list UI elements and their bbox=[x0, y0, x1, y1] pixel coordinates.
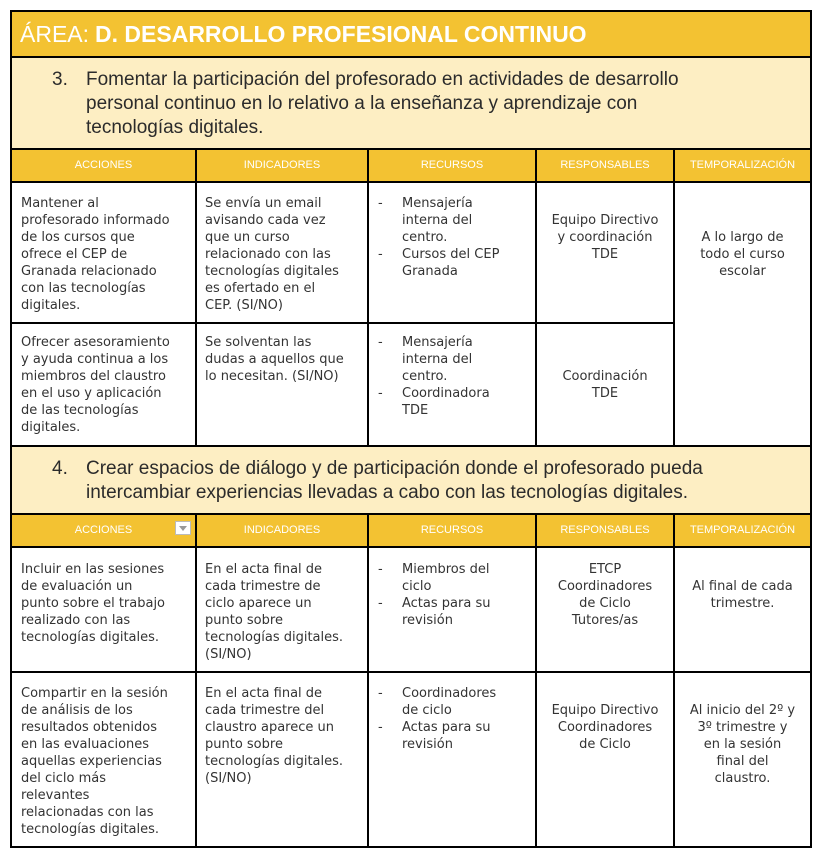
row-3-responsables bbox=[537, 561, 673, 629]
filter-dropdown-icon[interactable] bbox=[175, 521, 191, 535]
goal-3-line: tecnologías digitales. bbox=[86, 117, 264, 138]
bullet: - bbox=[378, 335, 383, 350]
column-divider bbox=[195, 150, 197, 447]
goal-4-number: 4. bbox=[52, 458, 68, 479]
row-1-accion bbox=[21, 195, 191, 314]
text-line: Mensajería bbox=[402, 196, 473, 211]
row-4-recurso-1 bbox=[402, 685, 532, 719]
bullet: - bbox=[378, 196, 383, 211]
text-line: Equipo Directivo bbox=[551, 213, 659, 228]
text-line: relacionado con las bbox=[205, 247, 331, 262]
text-line: punto sobre el trabajo bbox=[21, 596, 166, 611]
goal-3 bbox=[12, 58, 810, 150]
text-line: Coordinadores bbox=[402, 686, 497, 701]
text-line: cada trimestre del bbox=[205, 703, 325, 718]
text-line: Se envía un email bbox=[205, 196, 322, 211]
text-line: profesorado informado bbox=[21, 213, 170, 228]
text-line: punto sobre bbox=[205, 613, 283, 628]
text-line: ciclo aparece un bbox=[205, 596, 312, 611]
bullet: - bbox=[378, 686, 383, 701]
row-3-recurso-2 bbox=[402, 595, 532, 629]
row-1-recurso-1 bbox=[402, 195, 532, 246]
row-2-responsables bbox=[537, 368, 673, 402]
text-line: revisión bbox=[402, 613, 453, 628]
text-line: TDE bbox=[591, 386, 619, 401]
text-line: A lo largo de bbox=[701, 230, 784, 245]
row-4-recurso-2 bbox=[402, 719, 532, 753]
text-line: claustro. bbox=[714, 771, 771, 786]
text-line: del ciclo más bbox=[21, 771, 107, 786]
bullet: - bbox=[378, 720, 383, 735]
text-line: relevantes bbox=[21, 788, 90, 803]
column-divider bbox=[673, 150, 675, 447]
text-line: y coordinación bbox=[557, 230, 653, 245]
text-line: y ayuda continua a los bbox=[21, 352, 169, 367]
column-divider bbox=[673, 515, 675, 846]
text-line: de las tecnologías bbox=[21, 403, 139, 418]
header-indicadores: INDICADORES bbox=[243, 524, 321, 536]
row-divider bbox=[12, 671, 810, 673]
text-line: Coordinadores bbox=[557, 579, 653, 594]
area-table bbox=[10, 10, 812, 848]
row-1-indicador bbox=[205, 195, 365, 314]
text-line: avisando cada vez bbox=[205, 213, 326, 228]
row-2-accion bbox=[21, 334, 193, 436]
text-line: tecnologías digitales. bbox=[205, 754, 344, 769]
text-line: digitales. bbox=[21, 298, 81, 313]
goal-3-line: personal continuo en lo relativo a la enseñanza y aprendizaje con bbox=[86, 93, 638, 114]
text-line: centro. bbox=[402, 369, 448, 384]
text-line: de evaluación un bbox=[21, 579, 133, 594]
text-line: ciclo bbox=[402, 579, 432, 594]
column-divider bbox=[195, 515, 197, 846]
text-line: final del bbox=[716, 754, 769, 769]
row-3-recurso-1 bbox=[402, 561, 532, 595]
bullet: - bbox=[378, 386, 383, 401]
text-line: Actas para su bbox=[402, 596, 491, 611]
text-line: trimestre. bbox=[710, 596, 775, 611]
text-line: en las evaluaciones bbox=[21, 737, 150, 752]
area-banner bbox=[12, 12, 810, 58]
text-line: resultados obtenidos bbox=[21, 720, 157, 735]
text-line: de análisis de los bbox=[21, 703, 133, 718]
text-line: de Ciclo bbox=[579, 596, 631, 611]
text-line: interna del bbox=[402, 213, 473, 228]
text-line: ETCP bbox=[588, 562, 622, 577]
row-divider bbox=[12, 322, 675, 324]
bullet: - bbox=[378, 562, 383, 577]
goal-4-text bbox=[86, 457, 806, 505]
text-line: Mantener al bbox=[21, 196, 99, 211]
text-line: digitales. bbox=[21, 420, 81, 435]
text-line: miembros del claustro bbox=[21, 369, 166, 384]
text-line: todo el curso bbox=[700, 247, 785, 262]
text-line: con las tecnologías bbox=[21, 281, 146, 296]
row-3-temporalizacion bbox=[675, 578, 810, 612]
text-line: realizado con las bbox=[21, 613, 131, 628]
header-acciones: ACCIONES bbox=[74, 159, 133, 171]
text-line: relacionadas con las bbox=[21, 805, 154, 820]
text-line: CEP. (SI/NO) bbox=[205, 298, 283, 313]
merged-temporalizacion bbox=[675, 229, 810, 280]
header-responsables: RESPONSABLES bbox=[560, 524, 650, 536]
text-line: en el uso y aplicación bbox=[21, 386, 162, 401]
text-line: Miembros del bbox=[402, 562, 490, 577]
text-line: Compartir en la sesión bbox=[21, 686, 168, 701]
row-1-recurso-2 bbox=[402, 246, 532, 280]
text-line: TDE bbox=[591, 247, 619, 262]
area-name: D. DESARROLLO PROFESIONAL CONTINUO bbox=[95, 21, 587, 47]
text-line: En el acta final de bbox=[205, 562, 323, 577]
text-line: claustro aparece un bbox=[205, 720, 334, 735]
text-line: En el acta final de bbox=[205, 686, 323, 701]
text-line: Actas para su bbox=[402, 720, 491, 735]
text-line: es ofertado en el bbox=[205, 281, 316, 296]
text-line: Cursos del CEP bbox=[402, 247, 500, 262]
text-line: Granada bbox=[402, 264, 458, 279]
goal-4-line: intercambiar experiencias llevadas a cabo con las tecnologías digitales. bbox=[86, 482, 689, 503]
text-line: de los cursos que bbox=[21, 230, 135, 245]
text-line: TDE bbox=[402, 403, 429, 418]
text-line: Equipo Directivo bbox=[551, 703, 659, 718]
header-recursos: RECURSOS bbox=[420, 524, 484, 536]
goal-4 bbox=[12, 447, 810, 515]
header-recursos: RECURSOS bbox=[420, 159, 484, 171]
text-line: escolar bbox=[719, 264, 766, 279]
text-line: que un curso bbox=[205, 230, 290, 245]
header-temporalizacion: TEMPORALIZACIÓN bbox=[689, 524, 796, 536]
text-line: lo necesitan. (SI/NO) bbox=[205, 369, 339, 384]
header-temporalizacion: TEMPORALIZACIÓN bbox=[689, 159, 796, 171]
text-line: tecnologías digitales bbox=[205, 264, 339, 279]
text-line: tecnologías digitales. bbox=[205, 630, 344, 645]
goal-3-line: Fomentar la participación del profesorado en actividades de desarrollo bbox=[86, 69, 679, 90]
row-2-recurso-1 bbox=[402, 334, 532, 385]
text-line: Ofrecer asesoramiento bbox=[21, 335, 170, 350]
text-line: 3º trimestre y bbox=[697, 720, 788, 735]
text-line: Coordinación bbox=[562, 369, 648, 384]
column-divider bbox=[367, 150, 369, 447]
text-line: Mensajería bbox=[402, 335, 473, 350]
text-line: Se solventan las bbox=[205, 335, 312, 350]
table-header-1 bbox=[12, 150, 810, 183]
text-line: Al inicio del 2º y bbox=[689, 703, 796, 718]
table-header-2 bbox=[12, 515, 810, 548]
column-divider bbox=[367, 515, 369, 846]
text-line: Granada relacionado bbox=[21, 264, 157, 279]
goal-4-line: Crear espacios de diálogo y de participación donde el profesorado pueda bbox=[86, 458, 703, 479]
header-responsables: RESPONSABLES bbox=[560, 159, 650, 171]
text-line: Coordinadores bbox=[557, 720, 653, 735]
row-4-temporalizacion bbox=[675, 702, 810, 787]
text-line: (SI/NO) bbox=[205, 771, 252, 786]
text-line: (SI/NO) bbox=[205, 647, 252, 662]
text-line: Tutores/as bbox=[571, 613, 639, 628]
header-acciones: ACCIONES bbox=[74, 524, 133, 536]
row-3-indicador bbox=[205, 561, 365, 663]
row-2-indicador bbox=[205, 334, 365, 385]
text-line: punto sobre bbox=[205, 737, 283, 752]
row-2-recurso-2 bbox=[402, 385, 532, 419]
column-divider bbox=[535, 150, 537, 447]
bullet: - bbox=[378, 596, 383, 611]
goal-3-number: 3. bbox=[52, 69, 68, 90]
text-line: de ciclo bbox=[402, 703, 452, 718]
text-line: aquellas experiencias bbox=[21, 754, 162, 769]
bullet: - bbox=[378, 247, 383, 262]
area-label: ÁREA: bbox=[20, 21, 90, 47]
row-4-accion bbox=[21, 685, 193, 838]
row-4-responsables bbox=[537, 702, 673, 753]
text-line: dudas a aquellos que bbox=[205, 352, 344, 367]
goal-3-text bbox=[86, 68, 806, 140]
text-line: centro. bbox=[402, 230, 448, 245]
text-line: interna del bbox=[402, 352, 473, 367]
text-line: tecnologías digitales. bbox=[21, 822, 160, 837]
text-line: cada trimestre de bbox=[205, 579, 321, 594]
header-indicadores: INDICADORES bbox=[243, 159, 321, 171]
text-line: Coordinadora bbox=[402, 386, 490, 401]
text-line: revisión bbox=[402, 737, 453, 752]
text-line: ofrece el CEP de bbox=[21, 247, 128, 262]
row-4-indicador bbox=[205, 685, 365, 787]
text-line: en la sesión bbox=[703, 737, 782, 752]
text-line: tecnologías digitales. bbox=[21, 630, 160, 645]
row-3-accion bbox=[21, 561, 193, 646]
row-1-responsables bbox=[537, 212, 673, 263]
text-line: Al final de cada bbox=[692, 579, 793, 594]
text-line: Incluir en las sesiones bbox=[21, 562, 165, 577]
text-line: de Ciclo bbox=[579, 737, 631, 752]
